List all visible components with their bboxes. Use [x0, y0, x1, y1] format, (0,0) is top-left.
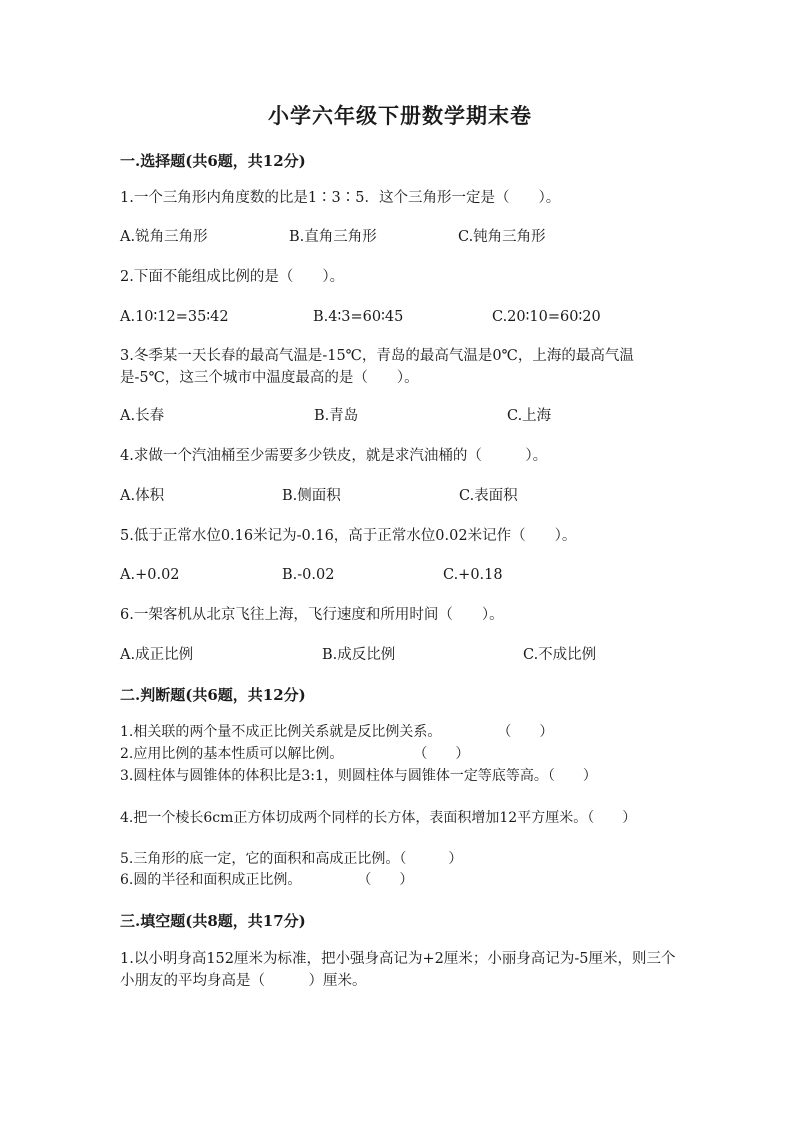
- question-text: 1.一个三角形内角度数的比是1∶3∶5．这个三角形一定是（ ）。: [120, 190, 561, 206]
- judge-item: 6.圆的半径和面积成正比例。 （ ）: [120, 872, 414, 888]
- section-header-fill: 三.填空题(共8题，共17分): [120, 912, 306, 930]
- option-b: B.-0.02: [282, 567, 335, 583]
- option-c: C.不成比例: [523, 647, 597, 663]
- judge-item: 1.相关联的两个量不成正比例关系就是反比例关系。 （ ）: [120, 724, 554, 740]
- option-a: A.成正比例: [120, 647, 194, 663]
- option-a: A.长春: [120, 408, 165, 424]
- page-title: 小学六年级下册数学期末卷: [268, 103, 532, 128]
- judge-item: 2.应用比例的基本性质可以解比例。 （ ）: [120, 746, 470, 762]
- option-c: C.+0.18: [443, 567, 503, 583]
- question-text: 4.求做一个汽油桶至少需要多少铁皮，就是求汽油桶的（ ）。: [120, 448, 548, 464]
- option-c: C.表面积: [459, 488, 518, 504]
- option-b: B.4∶3=60∶45: [313, 309, 404, 325]
- option-a: A.+0.02: [120, 567, 180, 583]
- question-text: 2.下面不能组成比例的是（ ）。: [120, 269, 345, 285]
- option-c: C.钝角三角形: [458, 229, 546, 245]
- fill-question: 1.以小明身高152厘米为标准，把小强身高记为+2厘米；小丽身高记为-5厘米，则三个小朋友的平均身高是（ ）厘米。: [120, 951, 676, 989]
- option-b: B.直角三角形: [289, 229, 377, 245]
- question-text: 5.低于正常水位0.16米记为-0.16，高于正常水位0.02米记作（ ）。: [120, 528, 577, 544]
- option-a: A.锐角三角形: [120, 229, 208, 245]
- section-header-judge: 二.判断题(共6题，共12分): [120, 686, 306, 704]
- option-c: C.上海: [507, 408, 552, 424]
- section-header-choice: 一.选择题(共6题，共12分): [120, 152, 306, 170]
- option-b: B.成反比例: [322, 647, 396, 663]
- judge-item: 5.三角形的底一定，它的面积和高成正比例。（ ）: [120, 851, 463, 867]
- judge-item: 3.圆柱体与圆锥体的体积比是3:1，则圆柱体与圆锥体一定等底等高。（ ）: [120, 768, 597, 784]
- option-a: A.10∶12=35∶42: [120, 309, 229, 325]
- option-c: C.20∶10=60∶20: [492, 309, 601, 325]
- question-text: 3.冬季某一天长春的最高气温是-15℃，青岛的最高气温是0℃，上海的最高气温是-5℃，这三个城市中温度最高的是（ ）。: [120, 348, 634, 386]
- option-b: B.侧面积: [282, 488, 341, 504]
- judge-item: 4.把一个棱长6cm正方体切成两个同样的长方体，表面积增加12平方厘米。（ ）: [120, 810, 637, 826]
- option-b: B.青岛: [314, 408, 359, 424]
- option-a: A.体积: [120, 488, 165, 504]
- question-text: 6.一架客机从北京飞往上海，飞行速度和所用时间（ ）。: [120, 607, 504, 623]
